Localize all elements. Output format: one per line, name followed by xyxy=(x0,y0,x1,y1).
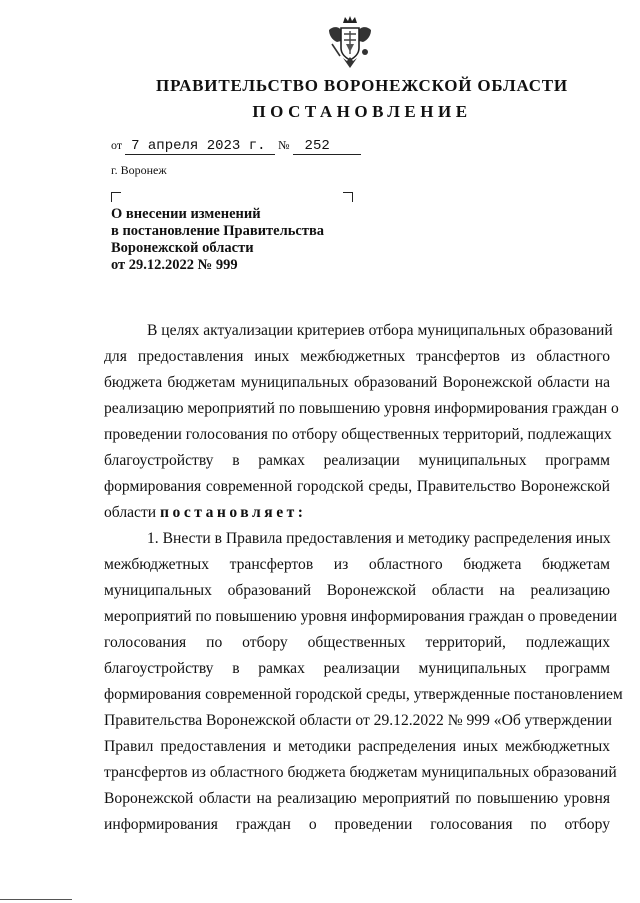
organization-title: ПРАВИТЕЛЬСТВО ВОРОНЕЖСКОЙ ОБЛАСТИ xyxy=(156,76,568,95)
dateline xyxy=(111,138,361,155)
city-label: г. Воронеж xyxy=(111,163,167,177)
document-subject xyxy=(111,206,371,274)
body-line: бюджета бюджетам муниципальных образований Воронежской области на xyxy=(104,374,610,391)
document-date: 7 апреля 2023 г. xyxy=(125,139,275,155)
body-line: информирования граждан о проведении голосования по отбору xyxy=(104,816,610,833)
body-line: трансфертов из областного бюджета бюджетам муниципальных образований xyxy=(104,764,617,781)
number-label: № xyxy=(278,138,290,152)
date-from-label: от xyxy=(111,138,123,152)
body-line: мероприятий по повышению уровня информирования граждан о проведении xyxy=(104,608,618,625)
body-line: Правил предоставления и методики распределения иных межбюджетных xyxy=(104,738,610,755)
subject-corner-right xyxy=(343,192,353,202)
body-line: благоустройству в рамках реализации муниципальных программ xyxy=(104,452,610,469)
subject-corner-left xyxy=(111,192,121,202)
subject-line: в постановление Правительства xyxy=(111,223,325,239)
body-line: межбюджетных трансфертов из областного бюджета бюджетам xyxy=(104,556,610,573)
subject-line: от 29.12.2022 № 999 xyxy=(111,257,238,273)
body-line: Правительства Воронежской области от 29.12.2022 № 999 «Об утверждении xyxy=(104,712,612,729)
body-line: муниципальных образований Воронежской области на реализацию xyxy=(104,582,610,599)
body-line: голосования по отбору общественных территорий, подлежащих xyxy=(104,634,610,651)
document-type-title: ПОСТАНОВЛЕНИЕ xyxy=(252,102,472,121)
body-line xyxy=(104,504,610,522)
resolution-keyword: постановляет: xyxy=(160,504,307,521)
subject-line: О внесении изменений xyxy=(111,206,261,222)
body-line: реализацию мероприятий по повышению уровня информирования граждан о xyxy=(104,400,619,417)
footer-rule xyxy=(0,899,72,900)
body-line: В целях актуализации критериев отбора муниципальных образований xyxy=(147,322,613,339)
body-line: 1. Внести в Правила предоставления и методику распределения иных xyxy=(147,530,611,547)
body-line: благоустройству в рамках реализации муниципальных программ xyxy=(104,660,610,677)
body-line: Воронежской области на реализацию мероприятий по повышению уровня xyxy=(104,790,610,807)
document-number: 252 xyxy=(293,139,361,155)
body-line: проведении голосования по отбору общественных территорий, подлежащих xyxy=(104,426,612,443)
coat-of-arms-emblem-icon xyxy=(327,14,373,70)
subject-line: Воронежской области xyxy=(111,240,254,256)
body-line: формирования современной городской среды, Правительство Воронежской xyxy=(104,478,610,495)
body-line: для предоставления иных межбюджетных трансфертов из областного xyxy=(104,348,610,365)
body-line: формирования современной городской среды, утвержденные постановлением xyxy=(104,686,623,703)
body-text: области xyxy=(104,504,157,521)
